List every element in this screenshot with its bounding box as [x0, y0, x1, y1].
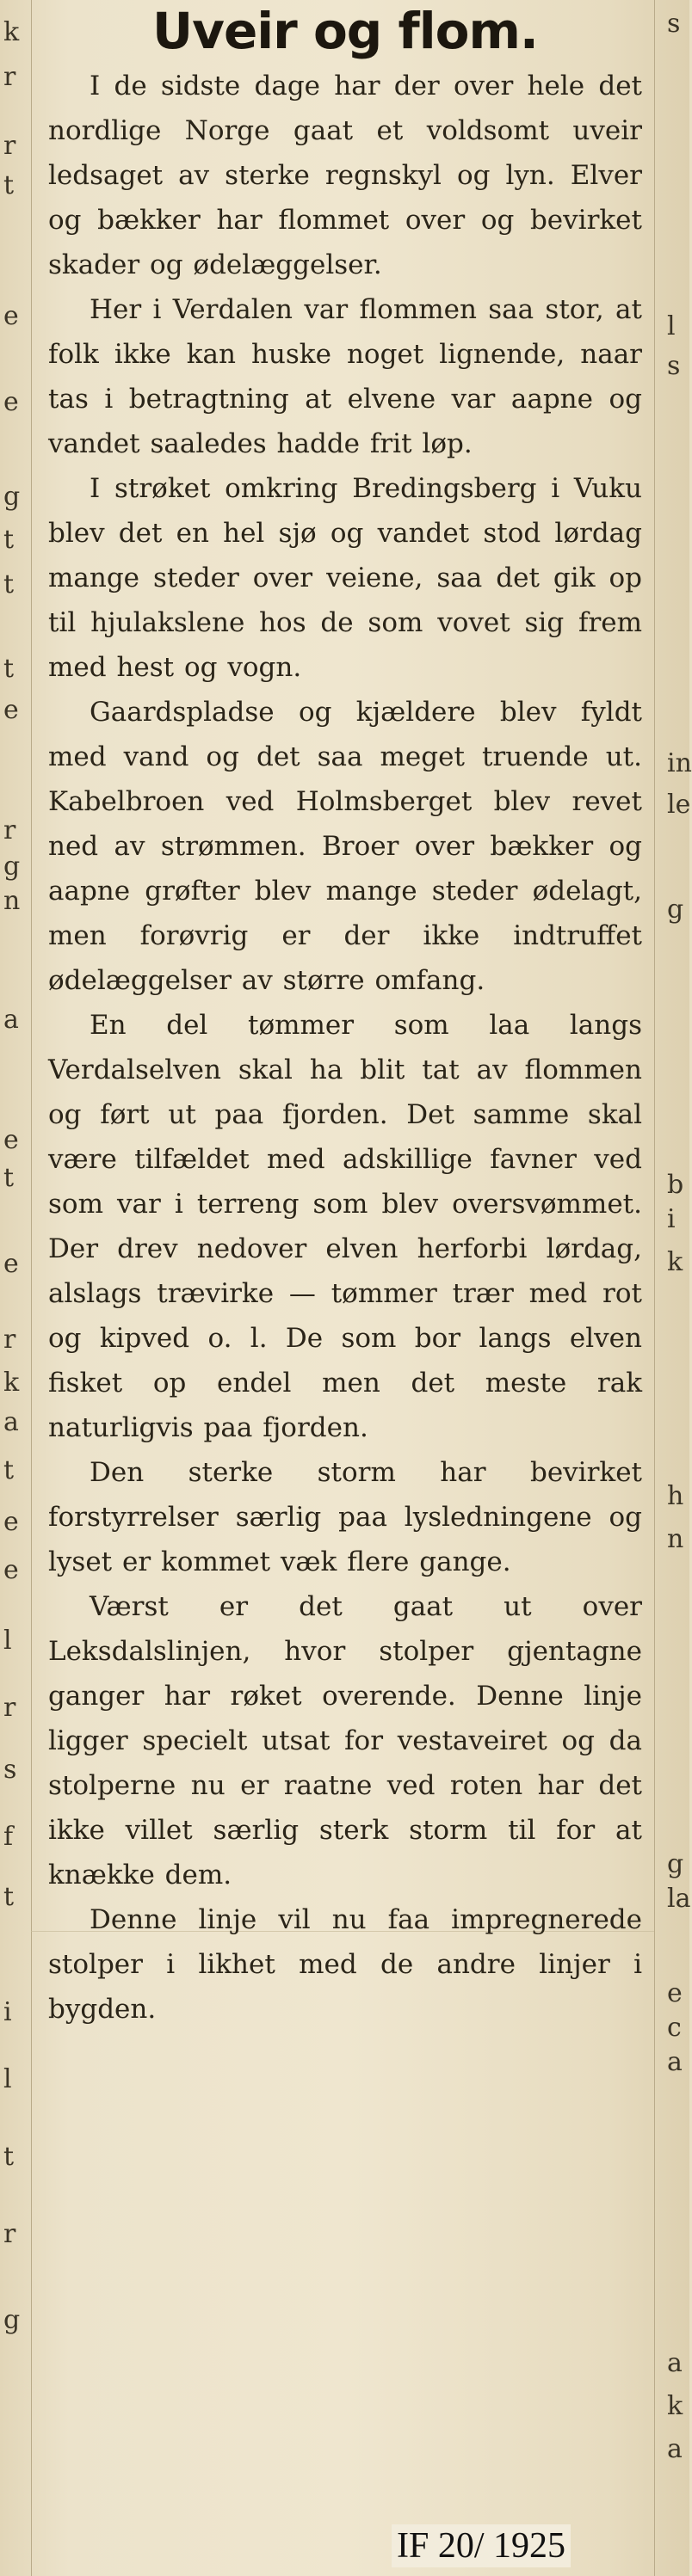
margin-fragment: e	[3, 1555, 19, 1585]
margin-fragment: s	[667, 9, 681, 39]
margin-fragment: i	[667, 1204, 676, 1234]
margin-fragment: t	[3, 1455, 15, 1485]
article-paragraph: Gaardspladse og kjældere blev fyldt med vand og det saa meget truende ut. Kabelbroen ved Holmsberget blev revet ned av strømmen. Broer over bækker og aapne grøfter blev mange steder ødelagt, men forøvrig er der ikke indtruffet ødelæggelser av større omfang.	[48, 697, 642, 996]
margin-fragment: g	[3, 851, 21, 882]
article-title: Uveir og flom.	[152, 2, 538, 60]
margin-fragment: k	[3, 1368, 20, 1398]
article-paragraph: I de sidste dage har der over hele det nordlige Norge gaat et voldsomt uveir ledsaget av sterke regnskyl og lyn. Elver og bækker har flommet over og bevirket skader og ødelæggelser.	[48, 71, 642, 280]
margin-fragment: r	[3, 2219, 16, 2249]
margin-fragment: le	[667, 790, 691, 820]
margin-fragment: e	[667, 1978, 683, 2008]
margin-fragment: g	[667, 895, 684, 925]
margin-fragment: r	[3, 62, 16, 92]
margin-fragment: t	[3, 654, 15, 684]
margin-fragment: a	[667, 2434, 683, 2464]
margin-fragment: f	[3, 1822, 14, 1852]
margin-fragment: l	[3, 2064, 12, 2094]
margin-fragment: h	[667, 1481, 684, 1511]
margin-fragment: e	[3, 695, 19, 725]
margin-fragment: a	[667, 2348, 683, 2378]
margin-fragment: a	[3, 1407, 19, 1437]
margin-fragment: n	[667, 1524, 684, 1554]
article-paragraph: Her i Verdalen var flommen saa stor, at folk ikke kan huske noget lignende, naar tas i betragtning at elvene var aapne og vandet saaledes hadde frit løp.	[48, 294, 642, 459]
article-paragraph: Værst er det gaat ut over Leksdalslinjen, hvor stolper gjentagne ganger har røket overende. Denne linje ligger specielt utsat for vestaveiret og da stolperne nu er raatne ved roten har det ikke villet særlig sterk storm til for at knække dem.	[48, 1591, 642, 1891]
margin-fragment: r	[3, 815, 16, 845]
margin-fragment: k	[3, 17, 20, 47]
margin-fragment: i	[3, 1997, 12, 2027]
margin-fragment: k	[667, 1247, 683, 1277]
margin-fragment: l	[667, 311, 676, 341]
margin-fragment: t	[3, 569, 15, 599]
margin-fragment: k	[667, 2391, 683, 2421]
article-body	[48, 64, 642, 2032]
margin-fragment: t	[3, 1882, 15, 1912]
margin-fragment: c	[667, 2013, 682, 2043]
margin-fragment: t	[3, 1163, 15, 1193]
margin-fragment: a	[3, 1005, 19, 1035]
article-paragraph: Den sterke storm har bevirket forstyrrelser særlig paa lysledningene og lyset er kommet væk flere gange.	[48, 1457, 642, 1577]
margin-fragment: e	[3, 1125, 19, 1155]
margin-fragment: s	[667, 351, 681, 381]
margin-fragment: r	[3, 1325, 16, 1355]
article-paragraph: En del tømmer som laa langs Verdalselven skal ha blit tat av flommen og ført ut paa fjorden. Det samme skal være tilfældet med adskillige favner ved som var i terreng som blev oversvømmet. Der drev nedover elven herforbi lørdag, alslags trævirke — tømmer trær med rot og kipved o. l. De som bor langs elven fisket op endel men det meste rak naturligvis paa fjorden.	[48, 1010, 642, 1443]
margin-fragment: e	[3, 1249, 19, 1279]
margin-fragment: r	[3, 131, 16, 161]
margin-fragment: s	[3, 1755, 17, 1785]
right-column-edge	[654, 0, 690, 2576]
margin-fragment: b	[667, 1170, 684, 1200]
margin-fragment: t	[3, 2142, 15, 2172]
margin-fragment: g	[3, 2305, 21, 2335]
left-column-edge	[0, 0, 32, 2576]
archive-reference-label: IF 20/ 1925	[392, 2524, 571, 2567]
margin-fragment: g	[667, 1849, 684, 1879]
margin-fragment: e	[3, 1507, 19, 1537]
margin-fragment: t	[3, 525, 15, 555]
margin-fragment: g	[3, 482, 21, 512]
margin-fragment: in	[667, 748, 692, 778]
margin-fragment: n	[3, 886, 21, 916]
article-paragraph: I strøket omkring Bredingsberg i Vuku blev det en hel sjø og vandet stod lørdag mange steder over veiene, saa det gik op til hjulakslene hos de som vovet sig frem med hest og vogn.	[48, 473, 642, 683]
margin-fragment: a	[667, 2047, 683, 2077]
margin-fragment: e	[3, 387, 19, 417]
margin-fragment: la	[667, 1884, 691, 1914]
article	[48, 0, 642, 2032]
margin-fragment: l	[3, 1626, 12, 1656]
margin-fragment: t	[3, 170, 15, 200]
margin-fragment: e	[3, 301, 19, 331]
article-paragraph: Denne linje vil nu faa impregnerede stolper i likhet med de andre linjer i bygden.	[48, 1904, 642, 2025]
margin-fragment: r	[3, 1693, 16, 1723]
